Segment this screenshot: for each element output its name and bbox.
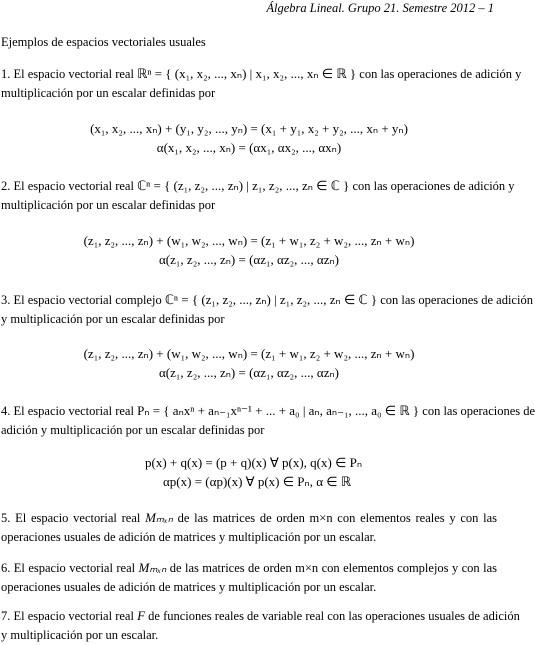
item-2-set: ℂⁿ = { (z₁, z₂, ..., zₙ) | z₁, z₂, ..., zₙ ∈ ℂ }: [137, 178, 350, 193]
item-6-description: de las matrices de orden m×n con elementos complejos y con las: [169, 561, 497, 575]
item-3-set: ℂⁿ = { (z₁, z₂, ..., zₙ) | z₁, z₂, ..., zₙ ∈ ℂ }: [164, 292, 378, 307]
section-title: Ejemplos de espacios vectoriales usuales: [1, 35, 206, 49]
item-7-set: F: [137, 608, 146, 623]
item-1-set: ℝⁿ = { (x₁, x₂, ..., xₙ) | x₁, x₂, ..., xₙ ∈ ℝ }: [137, 66, 357, 81]
item-2-addition-eq: (z₁, z₂, ..., zₙ) + (w₁, w₂, ..., wₙ) = (z₁ + w₁, z₂ + w₂, ..., zₙ + wₙ): [83, 233, 415, 248]
item-5-line2: operaciones usuales de adición de matrices y multiplicación por un escalar.: [1, 530, 377, 544]
item-2-paragraph: [1, 176, 515, 215]
item-7-description: de funciones reales de variable real con las operaciones usuales de adición: [148, 609, 520, 623]
item-3-equations: [0, 344, 498, 382]
item-1-paragraph: [1, 64, 522, 103]
item-2-operations: con las operaciones de adición y: [352, 179, 515, 193]
item-7-line2: y multiplicación por un escalar.: [1, 628, 159, 642]
item-3-intro: 3. El espacio vectorial complejo: [1, 293, 162, 307]
item-3-operations: con las operaciones de adición: [380, 293, 533, 307]
item-1-equations: [0, 119, 498, 157]
item-4-addition-eq: p(x) + q(x) = (p + q)(x) ∀ p(x), q(x) ∈ Pₙ: [145, 455, 363, 470]
item-7-paragraph: [1, 606, 520, 645]
item-1-line2: multiplicación por un escalar definidas por: [1, 86, 216, 100]
item-1-addition-eq: (x₁, x₂, ..., xₙ) + (y₁, y₂, ..., yₙ) = (x₁ + y₁, x₂ + y₂, ..., xₙ + yₙ): [90, 121, 408, 136]
item-1-scalar-eq: α(x₁, x₂, ..., xₙ) = (αx₁, αx₂, ..., αxₙ): [156, 140, 342, 155]
item-2-equations: [0, 231, 498, 269]
item-4-line2: adición y multiplicación por un escalar definidas por: [1, 423, 265, 437]
item-5-set: Mₘₓₙ: [145, 510, 173, 525]
item-4-operations: con las operaciones de: [422, 404, 535, 418]
page-header: Álgebra Lineal. Grupo 21. Semestre 2012 – 1: [266, 1, 494, 15]
item-3-addition-eq: (z₁, z₂, ..., zₙ) + (w₁, w₂, ..., wₙ) = (z₁ + w₁, z₂ + w₂, ..., zₙ + wₙ): [83, 346, 415, 361]
item-4-set: Pₙ = { aₙxⁿ + aₙ₋₁xⁿ⁻¹ + ... + a₀ | aₙ, aₙ₋₁, ..., a₀ ∈ ℝ }: [137, 403, 420, 418]
item-6-paragraph: [1, 558, 497, 597]
item-5-paragraph: [1, 508, 497, 547]
item-6-line2: operaciones usuales de adición de matrices y multiplicación por un escalar.: [1, 580, 377, 594]
item-1-operations: con las operaciones de adición y: [359, 67, 522, 81]
item-4-intro: 4. El espacio vectorial real: [1, 404, 134, 418]
item-3-line2: y multiplicación por un escalar definidas por: [1, 312, 225, 326]
item-6-intro: 6. El espacio vectorial real: [1, 561, 136, 575]
item-2-line2: multiplicación por un escalar definidas por: [1, 198, 216, 212]
item-7-intro: 7. El espacio vectorial real: [1, 609, 134, 623]
item-4-scalar-eq: αp(x) = (αp)(x) ∀ p(x) ∈ Pₙ, α ∈ ℝ: [163, 474, 352, 489]
item-3-scalar-eq: α(z₁, z₂, ..., zₙ) = (αz₁, αz₂, ..., αzₙ): [158, 365, 339, 380]
item-1-intro: 1. El espacio vectorial real: [1, 67, 134, 81]
item-4-paragraph: [1, 401, 535, 440]
item-5-description: de las matrices de orden m×n con elementos reales y con las: [177, 511, 498, 525]
item-3-paragraph: [1, 290, 533, 329]
item-2-intro: 2. El espacio vectorial real: [1, 179, 134, 193]
item-5-intro: 5. El espacio vectorial real: [1, 511, 141, 525]
item-6-set: Mₘₓₙ: [138, 560, 167, 575]
item-2-scalar-eq: α(z₁, z₂, ..., zₙ) = (αz₁, αz₂, ..., αzₙ): [158, 252, 339, 267]
